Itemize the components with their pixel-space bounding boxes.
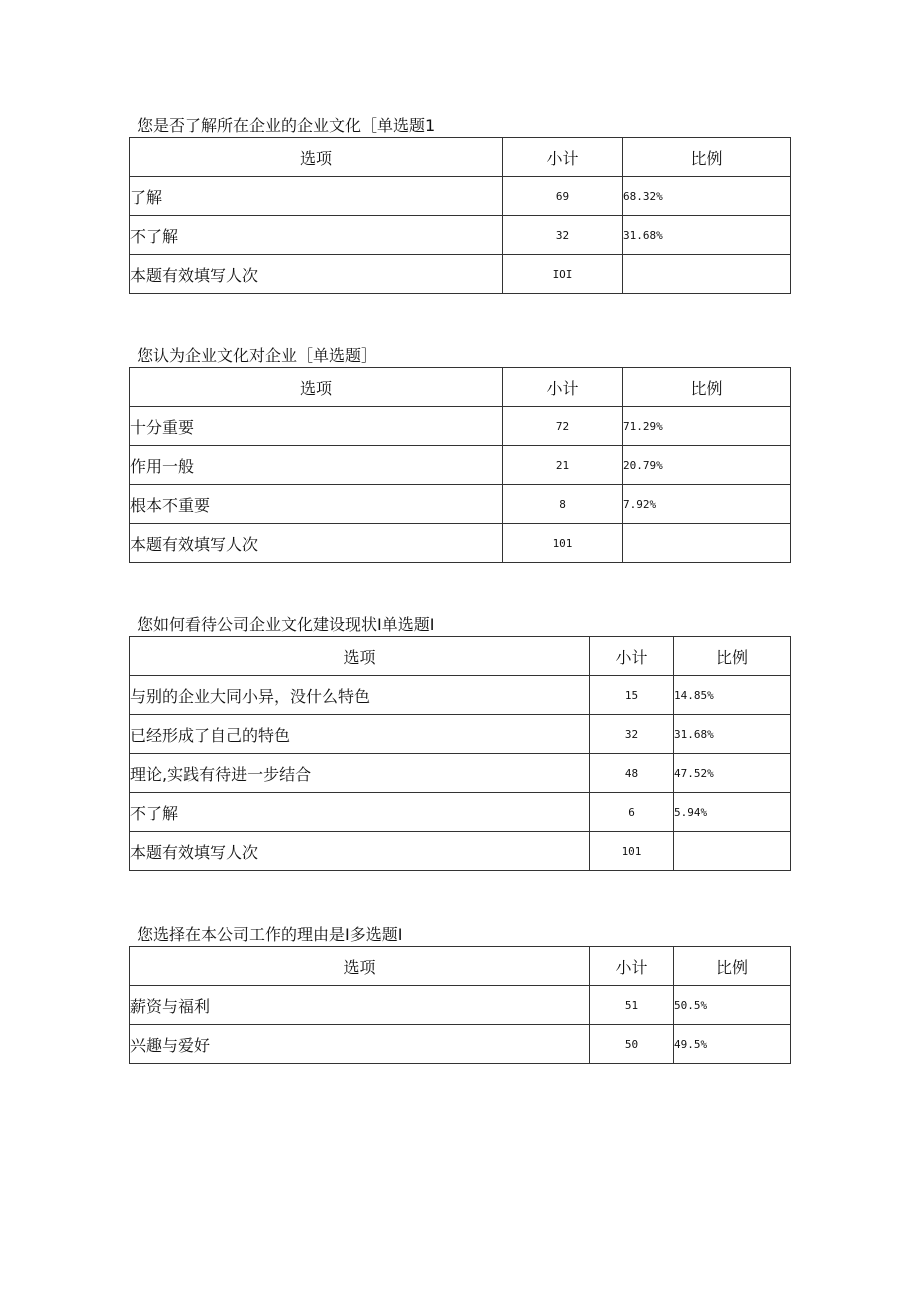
header-count: 小计 xyxy=(590,947,674,986)
ratio-cell: 31.68% xyxy=(623,216,791,255)
results-table xyxy=(129,137,791,294)
table-row xyxy=(130,1025,791,1064)
ratio-cell: 49.5% xyxy=(674,1025,791,1064)
ratio-cell xyxy=(674,832,791,871)
table-row xyxy=(130,754,791,793)
count-cell: 48 xyxy=(590,754,674,793)
ratio-cell: 14.85% xyxy=(674,676,791,715)
ratio-cell: 7.92% xyxy=(623,485,791,524)
option-cell: 了解 xyxy=(130,177,503,216)
count-cell: 69 xyxy=(503,177,623,216)
count-cell: 8 xyxy=(503,485,623,524)
option-cell: 不了解 xyxy=(130,216,503,255)
option-cell: 理论,实践有待进一步结合 xyxy=(130,754,590,793)
header-count: 小计 xyxy=(503,138,623,177)
count-cell: 101 xyxy=(503,524,623,563)
table-row xyxy=(130,715,791,754)
table-row xyxy=(130,986,791,1025)
table-row xyxy=(130,676,791,715)
option-cell: 薪资与福利 xyxy=(130,986,590,1025)
results-table xyxy=(129,367,791,563)
header-option: 选项 xyxy=(130,947,590,986)
header-ratio: 比例 xyxy=(674,637,791,676)
table-header-row xyxy=(130,368,791,407)
ratio-cell: 47.52% xyxy=(674,754,791,793)
table-row xyxy=(130,793,791,832)
question-title: 您选择在本公司工作的理由是I多选题I xyxy=(137,925,403,944)
count-cell: 32 xyxy=(590,715,674,754)
count-cell: 72 xyxy=(503,407,623,446)
option-cell: 作用一般 xyxy=(130,446,503,485)
table-row xyxy=(130,216,791,255)
option-cell: 本题有效填写人次 xyxy=(130,255,503,294)
count-cell: 101 xyxy=(590,832,674,871)
results-table xyxy=(129,946,791,1064)
count-cell: 50 xyxy=(590,1025,674,1064)
table-row-total xyxy=(130,255,791,294)
header-option: 选项 xyxy=(130,637,590,676)
header-count: 小计 xyxy=(590,637,674,676)
table-row xyxy=(130,446,791,485)
table-header-row xyxy=(130,637,791,676)
count-cell: 6 xyxy=(590,793,674,832)
table-row xyxy=(130,485,791,524)
option-cell: 不了解 xyxy=(130,793,590,832)
ratio-cell: 68.32% xyxy=(623,177,791,216)
option-cell: 本题有效填写人次 xyxy=(130,832,590,871)
ratio-cell: 50.5% xyxy=(674,986,791,1025)
header-ratio: 比例 xyxy=(623,368,791,407)
ratio-cell: 20.79% xyxy=(623,446,791,485)
header-ratio: 比例 xyxy=(623,138,791,177)
table-row xyxy=(130,407,791,446)
header-option: 选项 xyxy=(130,138,503,177)
ratio-cell xyxy=(623,255,791,294)
ratio-cell: 5.94% xyxy=(674,793,791,832)
option-cell: 本题有效填写人次 xyxy=(130,524,503,563)
option-cell: 已经形成了自己的特色 xyxy=(130,715,590,754)
ratio-cell: 71.29% xyxy=(623,407,791,446)
count-cell: 32 xyxy=(503,216,623,255)
count-cell: 21 xyxy=(503,446,623,485)
header-option: 选项 xyxy=(130,368,503,407)
question-title: 您如何看待公司企业文化建设现状I单选题I xyxy=(137,615,435,634)
option-cell: 根本不重要 xyxy=(130,485,503,524)
table-row-total xyxy=(130,832,791,871)
results-table xyxy=(129,636,791,871)
option-cell: 十分重要 xyxy=(130,407,503,446)
table-header-row xyxy=(130,947,791,986)
count-cell: 15 xyxy=(590,676,674,715)
header-count: 小计 xyxy=(503,368,623,407)
option-cell: 兴趣与爱好 xyxy=(130,1025,590,1064)
table-header-row xyxy=(130,138,791,177)
question-title: 您是否了解所在企业的企业文化［单选题1 xyxy=(137,116,436,135)
ratio-cell: 31.68% xyxy=(674,715,791,754)
header-ratio: 比例 xyxy=(674,947,791,986)
table-row xyxy=(130,177,791,216)
option-cell: 与别的企业大同小异，没什么特色 xyxy=(130,676,590,715)
table-row-total xyxy=(130,524,791,563)
count-cell: 51 xyxy=(590,986,674,1025)
question-title: 您认为企业文化对企业［单选题］ xyxy=(137,346,378,365)
count-cell: IOI xyxy=(503,255,623,294)
ratio-cell xyxy=(623,524,791,563)
